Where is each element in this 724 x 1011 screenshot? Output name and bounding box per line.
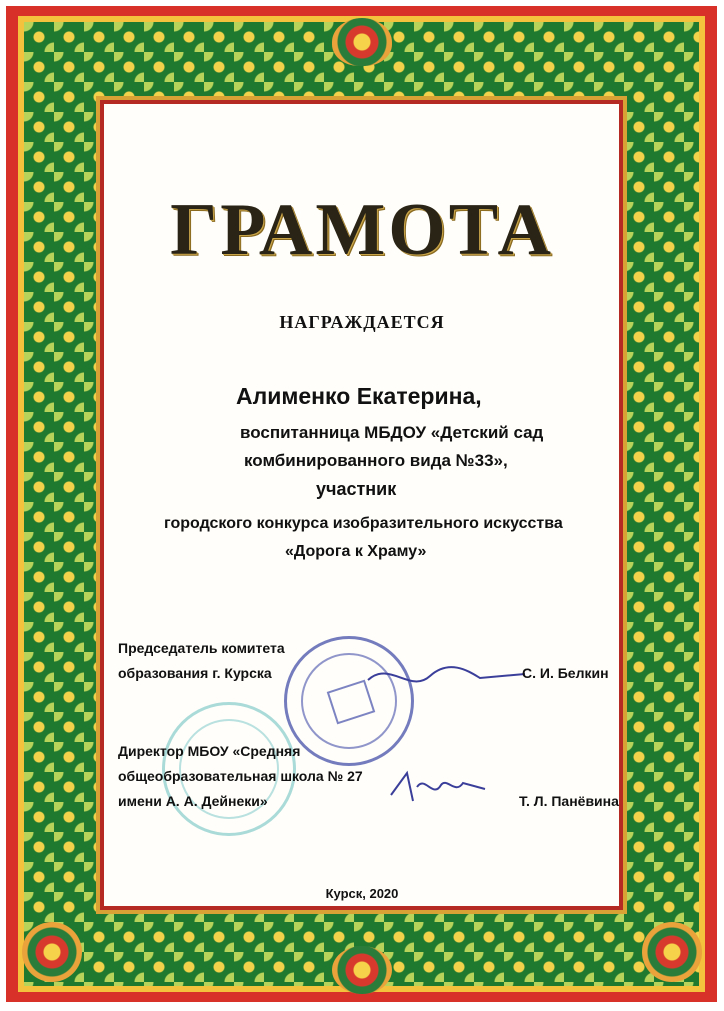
corner-rosette-bottom-left xyxy=(22,922,82,982)
top-ornament-medallion xyxy=(332,18,392,66)
certificate-title: ГРАМОТА xyxy=(170,189,554,271)
participant-label: участник xyxy=(316,479,397,499)
signatory-2-name: Т. Л. Панёвина xyxy=(519,793,619,809)
contest-title: «Дорога к Храму» xyxy=(285,543,427,560)
city-year: Курск, 2020 xyxy=(325,886,399,901)
bottom-ornament-medallion xyxy=(332,946,392,994)
director-signature xyxy=(385,765,495,815)
signatory-1-title-line-1: Председатель комитета xyxy=(118,640,285,656)
recipient-line-2: комбинированного вида №33», xyxy=(244,451,508,470)
signatory-1-title-line-2: образования г. Курска xyxy=(118,665,272,681)
corner-rosette-bottom-right xyxy=(642,922,702,982)
signatory-2-title-line-1: Директор МБОУ «Средняя xyxy=(118,743,301,759)
chairman-signature xyxy=(360,650,530,700)
awarded-label: НАГРАЖДАЕТСЯ xyxy=(279,312,445,332)
signatory-1-name: С. И. Белкин xyxy=(522,665,609,681)
signatory-2-title-line-3: имени А. А. Дейнеки» xyxy=(118,793,268,809)
contest-name: городского конкурса изобразительного искусства xyxy=(164,515,563,532)
recipient-name: Алименко Екатерина, xyxy=(236,383,482,409)
recipient-line-1: воспитанница МБДОУ «Детский сад xyxy=(240,423,544,442)
signatory-2-title-line-2: общеобразовательная школа № 27 xyxy=(118,768,363,784)
